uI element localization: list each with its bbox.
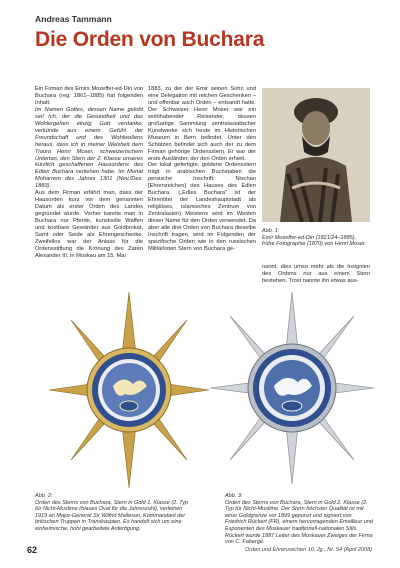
author-name: Andreas Tammann — [35, 14, 112, 24]
paragraph: Der lokal gefertigte, goldene Ordensstern trägt in arabischen Buchstaben die persische Inschrift: Nischan [Ehrenzeichen] des Hauses des Edlen Buchara. („Edles Buchara“ ist der Ehrentitel der Landeshauptstadt als religiöses, islamisches Zentrum von Zentralasien) Meistens wird im Westen dieser Name für den Orden verwendet. Da aber alle drei Orden von Buchara dieselbe Inschrift tragen, wird im Folgenden der spezifische Orden wie in den russischen Militärlisten Stern von Buchara ge- — [148, 162, 256, 252]
paragraph: Ein Firman des Emirs Mozeffer-ed-Din von Buchara (reg. 1861–1885) hat folgenden Inhalt: — [35, 86, 143, 106]
paragraph: 1883, zu der der Emir seinen Sohn und eine Delegation mit reichen Geschenken – und offenbar auch Orden – entsandt hatte. Der Schweizer Henri Moser war ein wohlhabender Reisender, dessen großartige Sammlung zentralasiatischer Kunstwerke sich heute im Historischen Museum in Bern befindet. Unter den Schätzen befindet sich auch der zu dem Firman gehörige Ordensstern. Er war der erste Ausländer, der den Orden erhielt. — [148, 86, 256, 162]
journal-footer: Orden und Ehrenzeichen 10. Jg., Nr. 54 (April 2008) — [245, 547, 372, 553]
paragraph-italic: Im Namen Gottes, dessen Name gelobt sei! Ich, der die Gesundheit und das Wohlergehen einzig Gott verdanke, verkünde aus einem Gefühl der Freundschaft und des Wohlwollens heraus, dass ich in meiner Weisheit dem Tioura Henri Moser, schweizerischem Untertan, den Stern der 2. Klasse unseres kürzlich geschaffenen Hausordens des Edlen Buchara verliehen habe. Im Monat Moharrem des Jahres 1301 (Nov./Dez. 1883). — [35, 106, 143, 190]
paragraph: nannt, dies umso mehr als die Insignien des Ordens nur aus einem Stern bestehen. Trost nannte ihn etwas aus- — [262, 264, 370, 284]
portrait-photo — [262, 88, 370, 222]
figure-caption-1: Abb. 1: Emir Mozeffer-ed-Din (1821/24–1885), frühe Fotographie (1870) von Henri Moser. — [262, 228, 367, 248]
paragraph: Aus dem Firman erfährt man, dass der Hausorden kurz vor dem genannten Datum als erster Orden des Landes gegründet wurde. Vorher kannte man in Buchara nur Pferde, kunstvolle Waffen und kostbare Gewänder aus Goldbrokat, Samt oder Seide als Ehrengeschenke. Zweifellos war der Anlass für die Ordensstiftung die Krönung des Zaren Alexander III. in Moskau am 15. Mai — [35, 190, 143, 259]
page-number: 62 — [27, 545, 38, 555]
order-star-second-class — [208, 288, 376, 488]
text-column-2 — [148, 86, 256, 253]
text-column-3 — [262, 264, 370, 285]
figure-caption-3: Abb. 3: Orden des Sterns von Buchara, Stern in Gold 2. Klasse (2. Typ für Nicht-Muslime. Der Stern höchster Qualität ist mit einer Goldgrenze vor 1899 gepunzt und signiert von Friedrich Rückert (FR), einem hervorragenden Emailleur und Exponenten des Moskauer traditionell-nationalen Stils. Rückert wurde 1887 Leiter des Moskauer Zweiges der Firma von C. Fabergé. — [225, 493, 373, 546]
article-title: Die Orden von Buchara — [35, 28, 265, 51]
text-column-1 — [35, 86, 143, 260]
figure-caption-2: Abb. 2: Orden des Sterns von Buchara, Stern in Gold 1. Klasse (2. Typ für Nicht-Muslime (blaues Oval für die Jahreszahl), verliehen 1919 an Major-General Sir Wilfrid Malleson, Kommandant der britischen Truppen in Transkaspien. Es handelt sich um eine einheimische, hohl gearbeitete Anfertigung. — [35, 493, 189, 532]
order-star-first-class — [48, 290, 210, 490]
